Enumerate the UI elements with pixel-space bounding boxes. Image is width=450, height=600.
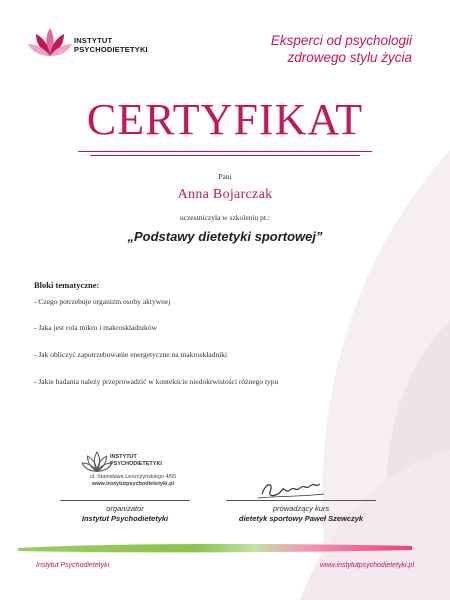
organizer-street: ul. Stanisława Leszczyńskiego 4/55 bbox=[89, 474, 177, 480]
topics-heading: Bloki tematyczne: bbox=[34, 280, 100, 290]
footer-institute-name: Instytut Psychodietetyki bbox=[36, 562, 110, 569]
instructor-name: dietetyk sportowy Paweł Szewczyk bbox=[238, 514, 364, 523]
certificate-title: CERTYFIKAT bbox=[86, 95, 364, 144]
handwritten-signature bbox=[256, 476, 326, 502]
course-title: „Podstawy dietetyki sportowej” bbox=[127, 229, 323, 244]
logo-wordmark bbox=[74, 36, 148, 54]
title-divider bbox=[78, 151, 372, 152]
decorative-footer-band bbox=[18, 541, 412, 553]
title-divider-secondary bbox=[90, 155, 360, 156]
organizer-logo-wordmark bbox=[110, 454, 162, 468]
organizer-logo-line-1: INSTYTUT bbox=[110, 454, 137, 460]
instructor-label: prowadzący kurs bbox=[272, 504, 330, 513]
lotus-logo-icon bbox=[28, 26, 72, 62]
footer-website-link[interactable]: www.instytutpsychodietetyki.pl bbox=[319, 562, 414, 569]
organizer-name: Instytut Psychodietetyki bbox=[81, 514, 169, 523]
instructor-signature-line bbox=[226, 500, 376, 501]
participation-text: uczestniczyła w szkoleniu pt.: bbox=[180, 213, 270, 222]
topic-item: - Jaka jest rola mikro i makroskładników bbox=[34, 323, 157, 332]
organizer-logo-line-2: PSYCHODIETETYKI bbox=[110, 461, 162, 467]
organizer-lotus-logo-icon bbox=[82, 450, 112, 476]
topic-item: - Jakie badania należy przeprowadzić w kontekście niedokrwistości różnego typu bbox=[34, 377, 279, 386]
tagline-line-2: zdrowego stylu życia bbox=[287, 50, 412, 65]
organizer-signature-line bbox=[60, 500, 190, 501]
logo-line-1: INSTYTUT bbox=[74, 36, 113, 45]
tagline bbox=[271, 32, 412, 66]
topic-item: - Jak obliczyć zapotrzebowanie energetyczne na makroskładniki bbox=[34, 350, 228, 359]
recipient-name: Anna Bojarczak bbox=[177, 187, 273, 202]
organizer-label: organizator bbox=[106, 504, 144, 513]
tagline-line-1: Eksperci od psychologii bbox=[270, 33, 412, 48]
organizer-address bbox=[78, 474, 188, 488]
salutation: Pani bbox=[218, 172, 232, 181]
organizer-website: www.instytutpsychodietetyki.pl bbox=[91, 481, 174, 487]
logo-line-2: PSYCHODIETETYKI bbox=[74, 45, 148, 54]
topic-item: - Czego potrzebuje organizm osoby aktywnej bbox=[34, 297, 171, 306]
